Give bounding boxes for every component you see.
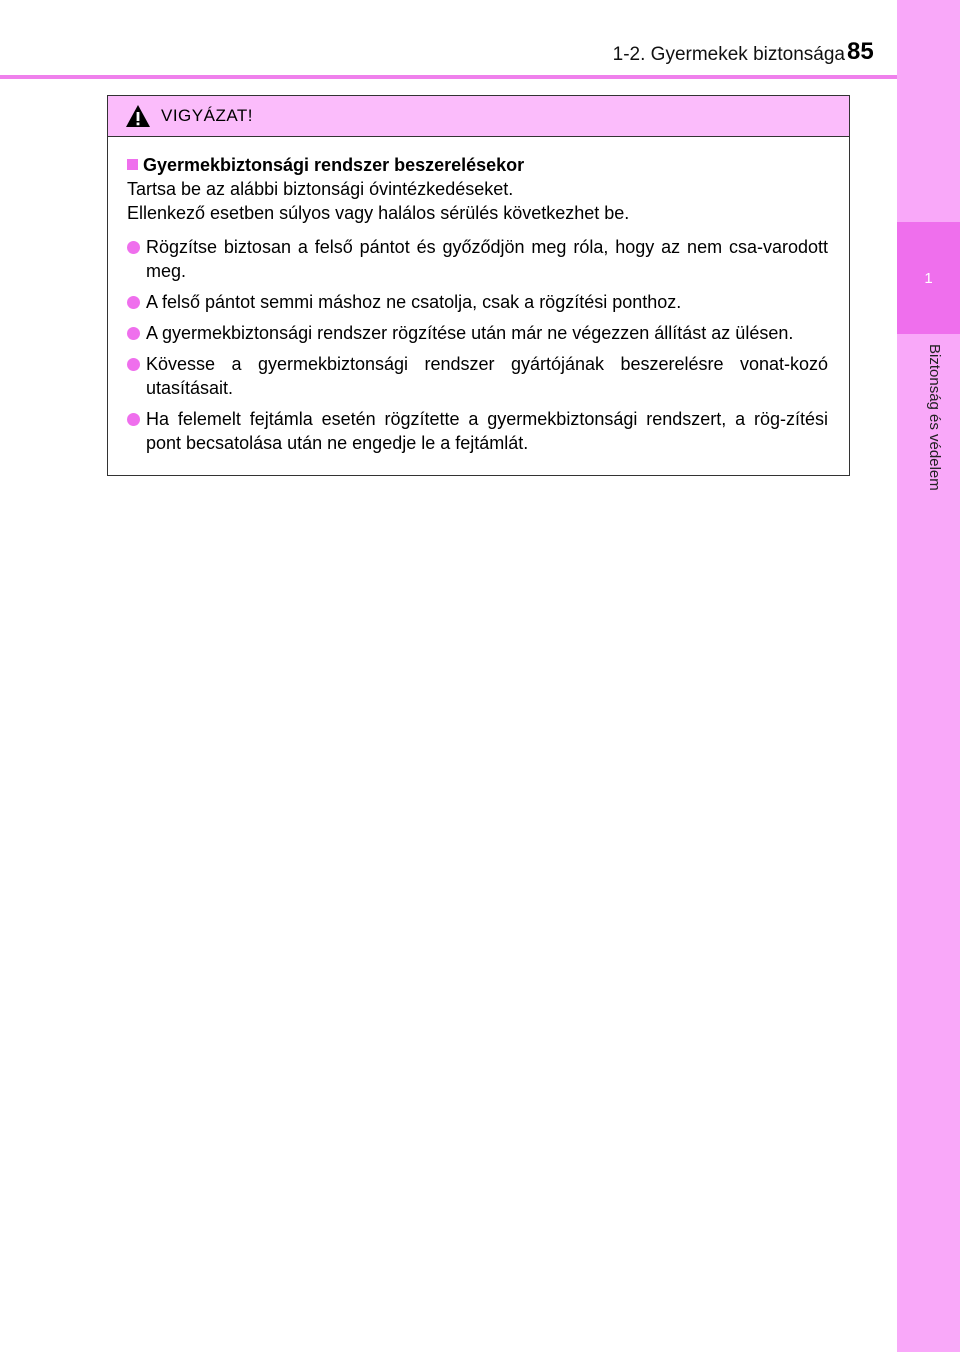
- list-item: [127, 321, 841, 345]
- chapter-title: Biztonság és védelem: [926, 344, 943, 491]
- warning-title: VIGYÁZAT!: [161, 106, 254, 125]
- page-number: 85: [847, 38, 874, 65]
- chapter-sidebar: [897, 0, 960, 1352]
- bullet-dot-icon: [127, 296, 140, 309]
- list-item-text: A gyermekbiztonsági rendszer rögzítése után már ne végezzen állítást az ülésen.: [146, 323, 794, 343]
- list-item: [127, 235, 841, 283]
- bullet-dot-icon: [127, 327, 140, 340]
- bullet-dot-icon: [127, 358, 140, 371]
- bullet-dot-icon: [127, 413, 140, 426]
- warning-heading: [127, 153, 841, 177]
- list-item: [127, 407, 841, 455]
- list-item-text: Ha felemelt fejtámla esetén rögzítette a gyermekbiztonsági rendszert, a rög-zítési pont becsatolása után ne engedje le a fejtámlát.: [146, 409, 828, 453]
- square-bullet-icon: [127, 159, 138, 170]
- list-item-text: A felső pántot semmi máshoz ne csatolja, csak a rögzítési ponthoz.: [146, 292, 682, 312]
- list-item: [127, 290, 841, 314]
- list-item-text: Kövesse a gyermekbiztonsági rendszer gyártójának beszerelésre vonat-kozó utasításait.: [146, 354, 828, 398]
- bullet-dot-icon: [127, 241, 140, 254]
- header-divider: [0, 75, 897, 79]
- warning-heading-text: Gyermekbiztonsági rendszer beszerelésekor: [143, 155, 525, 175]
- warning-triangle-icon: [125, 104, 151, 128]
- warning-intro-1: Tartsa be az alábbi biztonsági óvintézkedéseket.: [127, 179, 514, 199]
- list-item: [127, 352, 841, 400]
- section-title: 1-2. Gyermekek biztonsága: [612, 44, 845, 65]
- warning-intro-2: Ellenkező esetben súlyos vagy halálos sérülés következhet be.: [127, 203, 630, 223]
- warning-list: [127, 235, 841, 455]
- chapter-number: 1: [897, 222, 960, 334]
- warning-box: [107, 95, 850, 476]
- warning-body: [108, 137, 849, 455]
- list-item-text: Rögzítse biztosan a felső pántot és győződjön meg róla, hogy az nem csa-varodott meg.: [146, 237, 828, 281]
- warning-header: [108, 96, 849, 137]
